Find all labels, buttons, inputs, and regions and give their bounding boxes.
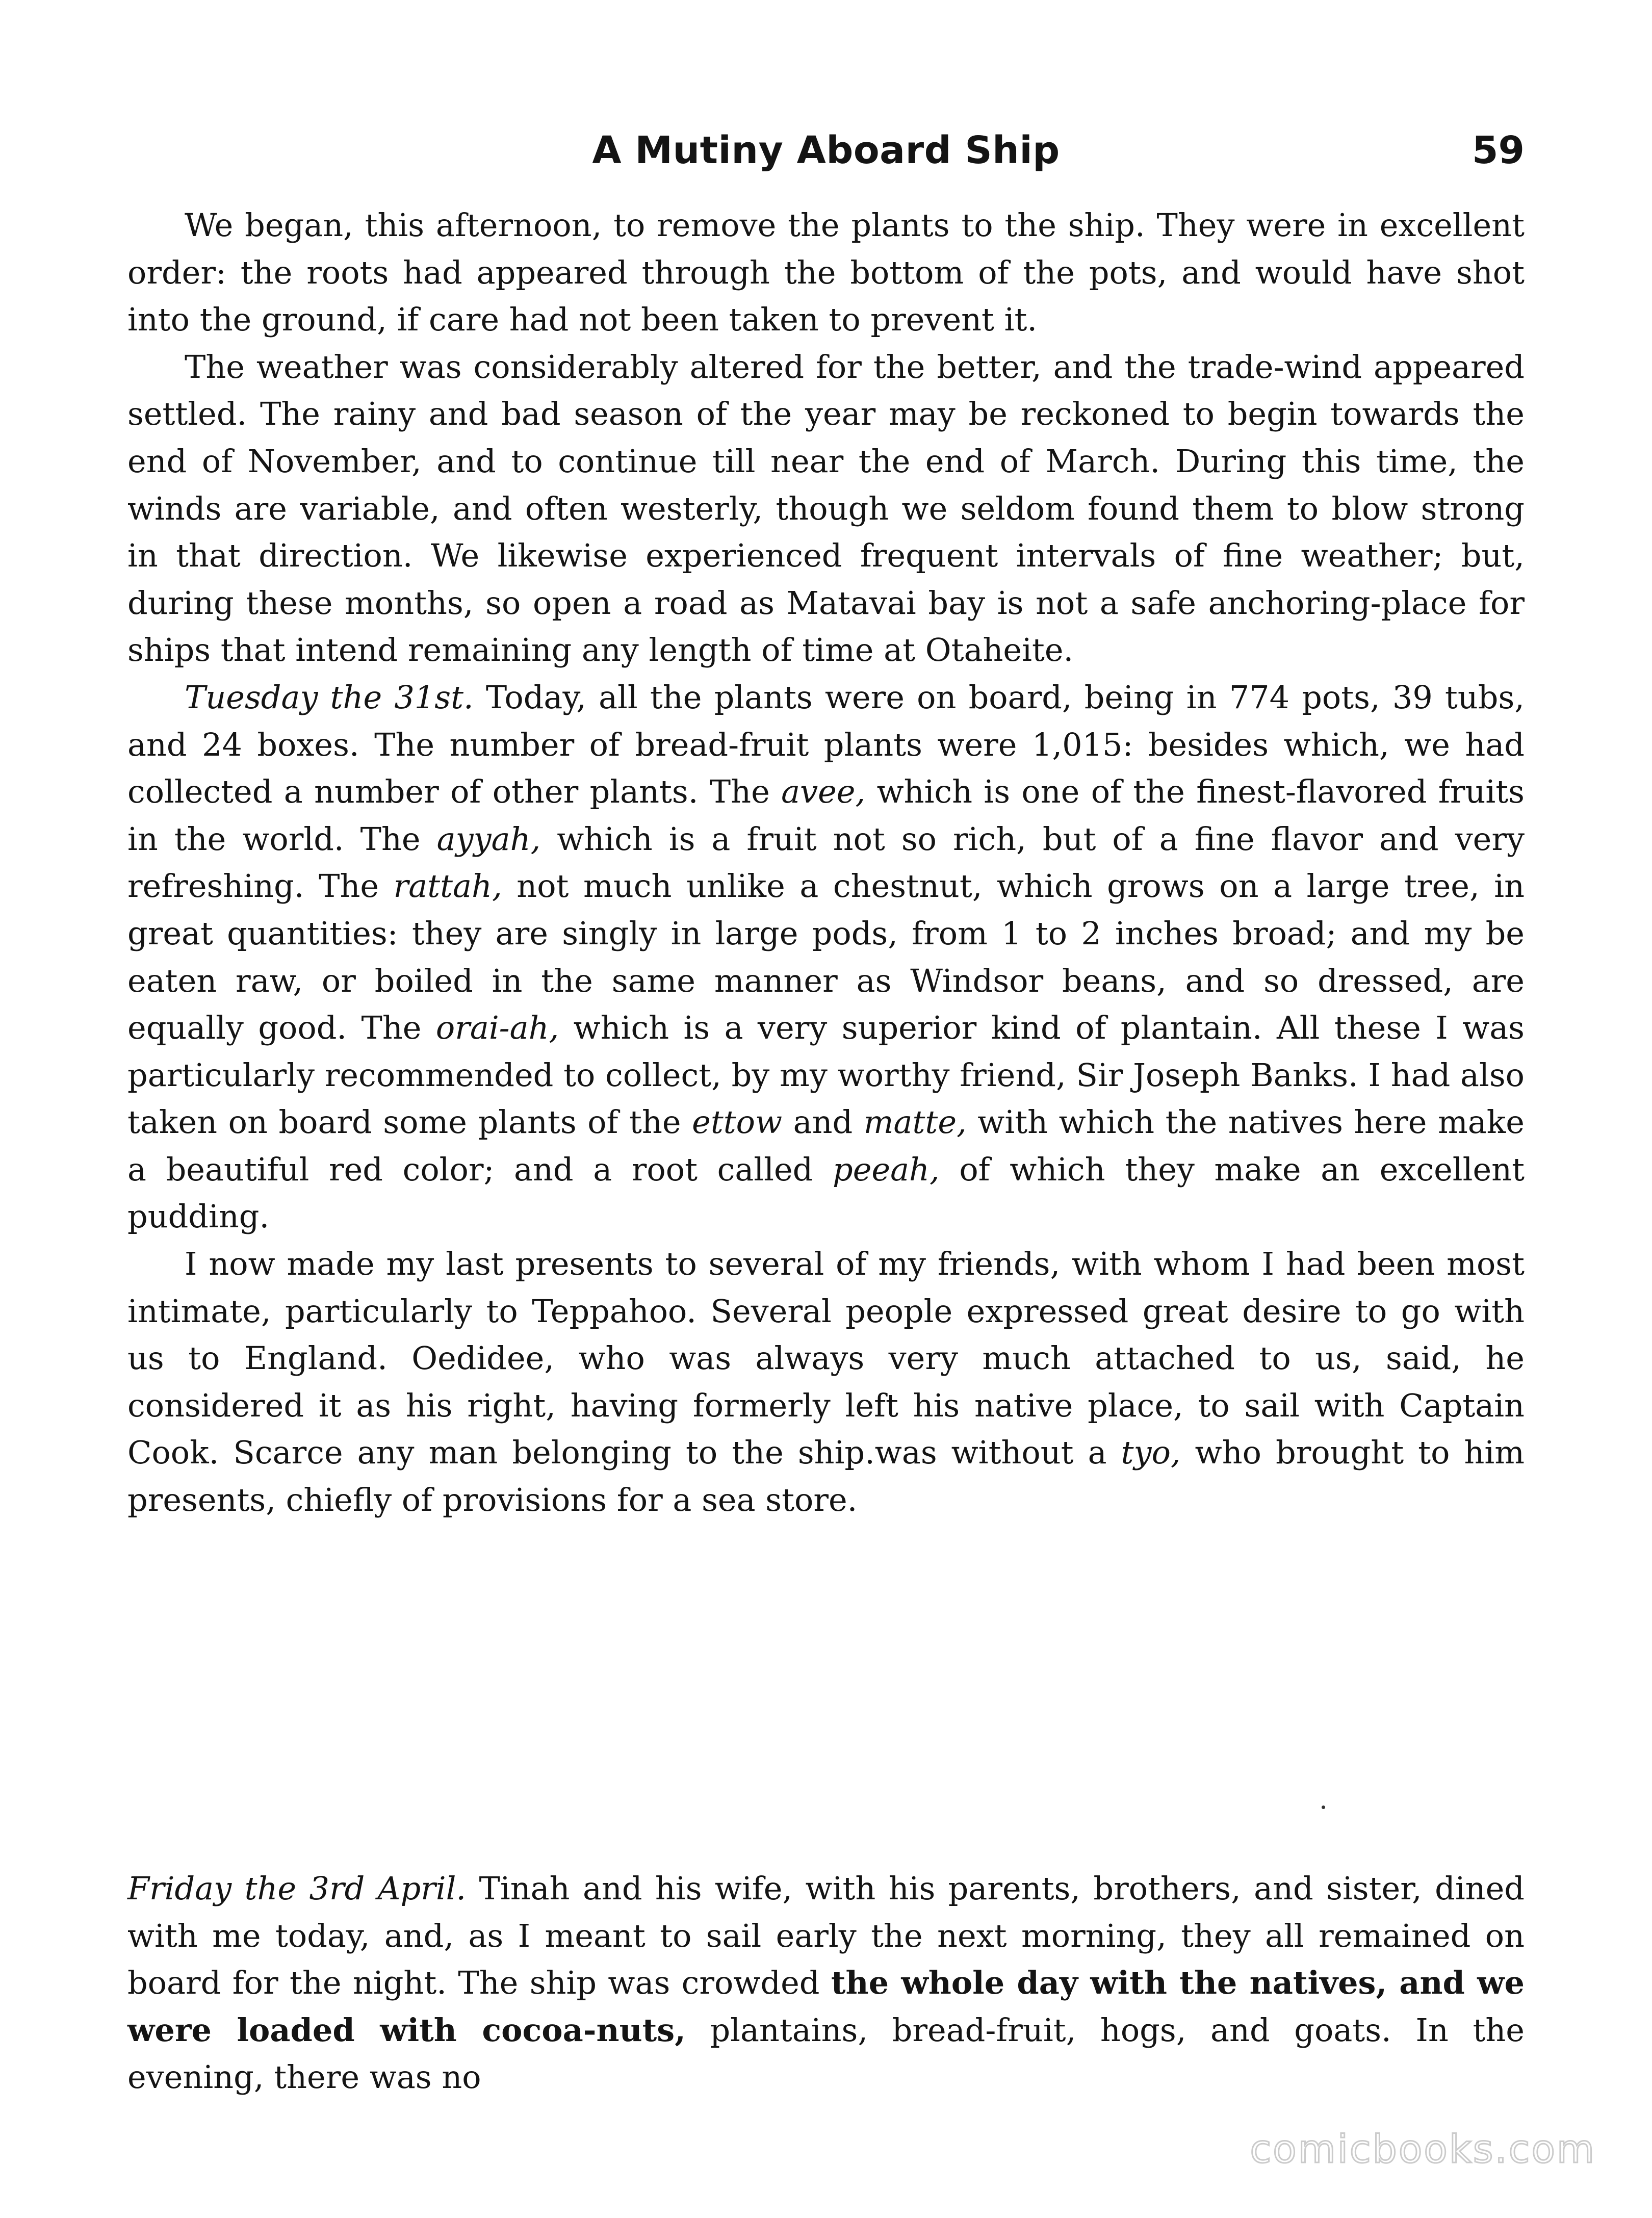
running-title: A Mutiny Aboard Ship	[592, 128, 1060, 172]
text-run: I now made my last presents to several of my friends, with whom I had been most intimate, particularly to Teppahoo. Several people expressed great desire to go with us to England. Oedidee, who was always very much attached to us, said, he considered it as his right, having formerly left his native place, to sail with Captain Cook. Scarce any man belonging to the ship.was without a	[127, 1245, 1525, 1472]
text-run: which is a very superior kind of plantain. All these I was particularly recommended to collect, by my worthy friend, Sir Joseph Banks. I had also taken on board some plants of the	[127, 1009, 1525, 1141]
paragraph-last-presents	[127, 1241, 1525, 1524]
text-run: who brought to him presents, chiefly of provisions for a sea store.	[127, 1434, 1525, 1519]
page-number: 59	[1472, 128, 1525, 172]
text-run: which is a fruit not so rich, but of a fine flavor and very refreshing. The	[127, 820, 1525, 905]
text-block-lower	[127, 1865, 1525, 2101]
watermark: comicbooks.com	[1250, 2126, 1596, 2172]
native-word-rattah: rattah,	[393, 867, 502, 905]
text-run: plantains, bread-fruit, hogs, and goats. In the evening, there was no	[127, 2011, 1525, 2096]
text-block-upper	[127, 202, 1525, 1524]
text-run: Tinah and his wife, with his parents, brothers, and sister, dined with me today, and, as I meant to sail early the next morning, they all remained on board for the night. The ship was crowded	[127, 1870, 1525, 2002]
bold-text-run: the whole day with the natives, and we were loaded with cocoa-nuts,	[127, 1964, 1525, 2049]
paragraph-friday-3rd-april	[127, 1865, 1525, 2101]
paragraph-weather: The weather was considerably altered for the better, and the trade-wind appeared settled. The rainy and bad season of the year may be reckoned to begin towards the end of November, and to continue till near the end of March. During this time, the winds are variable, and often westerly, though we seldom found them to blow strong in that direction. We likewise experienced frequent intervals of fine weather; but, during these months, so open a road as Matavai bay is not a safe anchoring-place for ships that intend remaining any length of time at Otaheite.	[127, 348, 1525, 669]
text-run: of which they make an excellent pudding.	[127, 1150, 1525, 1235]
paragraph-tuesday-31st	[127, 674, 1525, 1241]
paragraph-plants-removed: We began, this afternoon, to remove the plants to the ship. They were in excellent order: the roots had appeared through the bottom of the pots, and would have shot into the ground, if care had not been taken to prevent it.	[127, 207, 1525, 339]
native-word-tyo: tyo,	[1121, 1434, 1181, 1472]
native-word-orai-ah: orai-ah,	[435, 1009, 559, 1047]
text-run: with which the natives here make a beautiful red color; and a root called	[127, 1103, 1525, 1188]
native-word-ettow: ettow	[692, 1103, 783, 1141]
page-header	[127, 122, 1525, 178]
native-word-ayyah: ayyah,	[436, 820, 541, 858]
entry-date: Friday the 3rd April.	[127, 1870, 467, 1907]
native-word-avee: avee,	[781, 773, 866, 811]
stray-print-mark	[1322, 1806, 1325, 1809]
text-run: and	[782, 1103, 864, 1141]
native-word-matte: matte,	[863, 1103, 967, 1141]
native-word-peeah: peeah,	[833, 1150, 940, 1188]
entry-date: Tuesday the 31st.	[185, 678, 474, 716]
text-run: Today, all the plants were on board, being in 774 pots, 39 tubs, and 24 boxes. The number of bread-fruit plants were 1,015: besides which, we had collected a number of other plants. The	[127, 678, 1525, 811]
text-run: not much unlike a chestnut, which grows on a large tree, in great quantities: they are singly in large pods, from 1 to 2 inches broad; and my be eaten raw, or boiled in the same manner as Windsor beans, and so dressed, are equally good. The	[127, 867, 1525, 1047]
text-run: which is one of the finest-flavored fruits in the world. The	[127, 773, 1525, 858]
